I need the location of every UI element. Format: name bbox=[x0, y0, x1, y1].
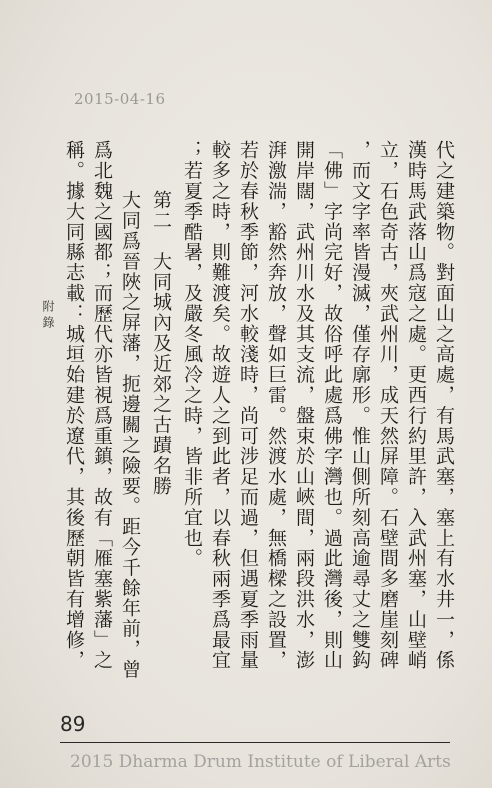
text-column-5: 「佛」字尚完好，故俗呼此處爲佛字灣也。過此灣後，則山 bbox=[321, 140, 343, 671]
footer-rule bbox=[60, 742, 450, 743]
text-column-7: 湃激湍，豁然奔放，聲如巨雷。然渡水處，無橋樑之設置， bbox=[265, 140, 287, 671]
text-column-9: 較多之時，則難渡矣。故遊人之到此者，以春秋兩季爲最宜 bbox=[209, 140, 231, 671]
text-column-3: 立，石色奇古，夾武州川，成天然屏障。石壁間多磨崖刻碑 bbox=[377, 140, 399, 671]
section-heading: 第二 大同城內及近郊之古蹟名勝 bbox=[150, 190, 172, 496]
page-number: 89 bbox=[60, 712, 86, 736]
text-column-6: 開岸闊，武州川水及其支流，盤束於山峽間，兩段洪水，澎 bbox=[293, 140, 315, 671]
appendix-label: 附錄 bbox=[41, 300, 55, 332]
text-column-2: 漢時馬武落山爲寇之處。更西行約里許，入武州塞，山壁峭 bbox=[405, 140, 427, 671]
text-column-8: 若於春秋季節，河水較淺時，尚可涉足而過，但遇夏季雨量 bbox=[237, 140, 259, 671]
text-column-4: ，而文字率皆漫滅，僅存廓形。惟山側所刻高逾尋丈之雙鈎 bbox=[349, 140, 371, 671]
text-column-14: 稱。據大同縣志載：城垣始建於遼代，其後歷朝皆有增修， bbox=[63, 140, 85, 671]
footer-watermark: 2015 Dharma Drum Institute of Liberal Arts bbox=[70, 752, 451, 772]
text-column-12: 大同爲晉陜之屏藩，扼邊關之險要。距今千餘年前，曾 bbox=[119, 190, 141, 680]
text-column-10: ；若夏季酷暑，及嚴冬風冷之時，皆非所宜也。 bbox=[181, 140, 203, 569]
text-column-1: 代之建築物。對面山之高處，有馬武塞，塞上有水井一，係 bbox=[433, 140, 455, 671]
text-column-13: 爲北魏之國都；而歷代亦皆視爲重鎮，故有「雁塞紫藩」之 bbox=[91, 140, 113, 671]
scan-date-stamp: 2015-04-16 bbox=[74, 90, 166, 108]
